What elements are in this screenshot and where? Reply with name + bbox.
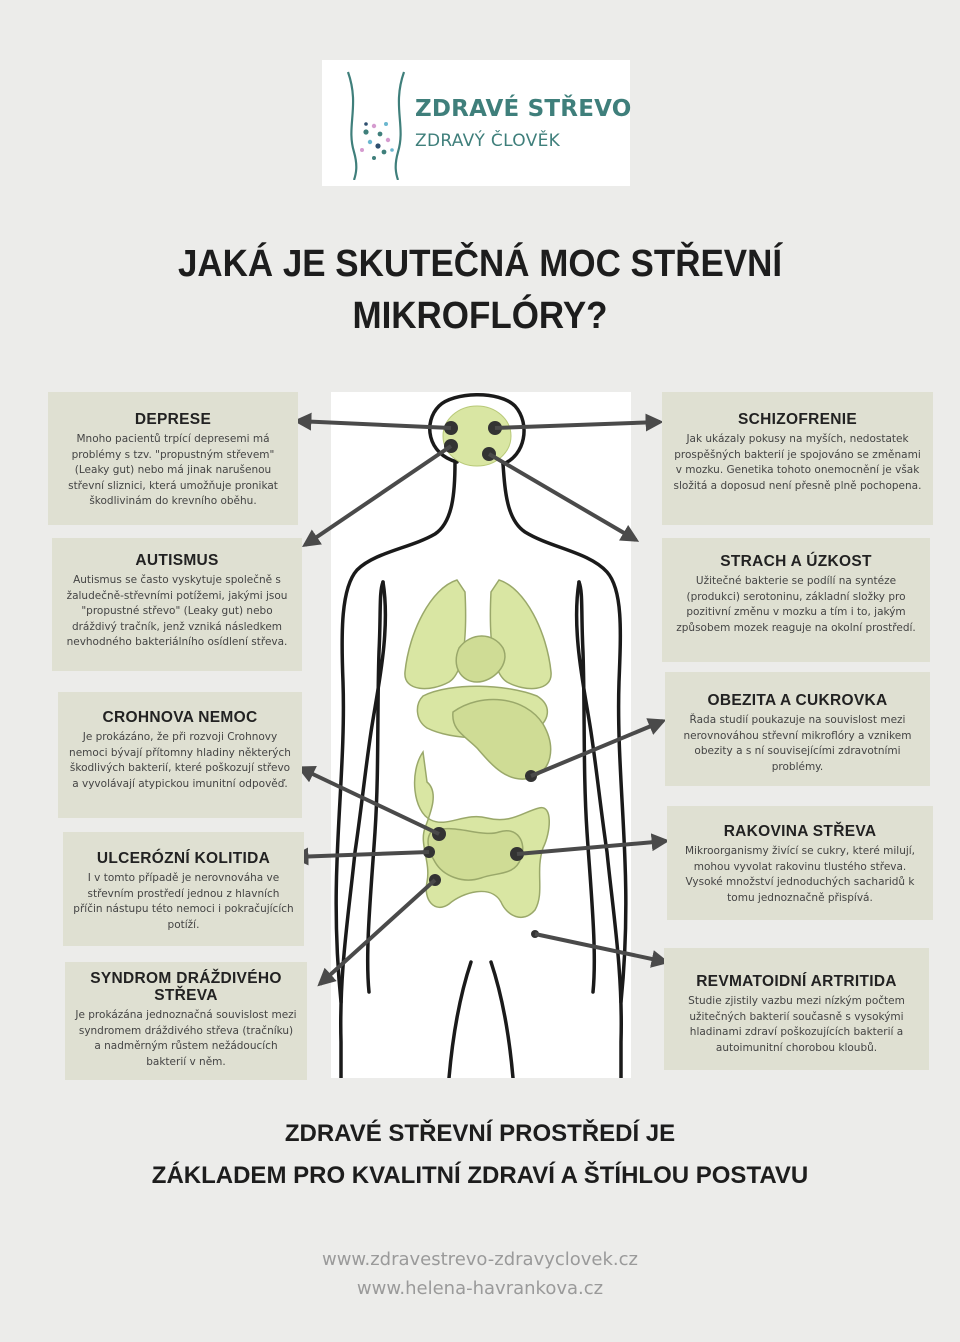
footer-url-1[interactable]: www.zdravestrevo-zdravyclovek.cz [321,1249,638,1270]
card-revma [664,948,929,1070]
card-obezita-text: Řada studií poukazuje na souvislost mezi nerovnováhou střevní mikroflóry a vznikem obezity a s ní souvisejícími zdravotními problémy. [683,714,912,773]
card-syndrom-text: Je prokázána jednoznačná souvislost mezi syndromem dráždivého střeva (tračníku) a nadměrným růstem nežádoucích bakterií v něm. [75,1009,297,1068]
card-crohn-title: CROHNOVA NEMOC [102,709,258,726]
card-strach-title: STRACH A ÚZKOST [720,553,872,570]
logo-title: ZDRAVÉ STŘEVO [415,96,632,122]
card-schizofrenie [662,392,933,525]
card-schizofrenie-text: Jak ukázaly pokusy na myších, nedostatek prospěšných bakterií je spojováno se změnami v mozku. Genetika tohoto onemocnění je však složitá a doposud není přesně plně pochopena. [673,433,922,492]
card-kolitida-text: I v tomto případě je nerovnováha ve střevním prostředí jednou z hlavních příčin nástupu této nemoci i pokračujících potíží. [73,872,294,931]
card-kolitida [63,832,304,946]
card-rakovina [667,806,933,920]
card-syndrom [65,962,307,1080]
card-obezita [665,672,930,786]
footer-line-1: ZDRAVÉ STŘEVNÍ PROSTŘEDÍ JE [284,1120,676,1147]
page-title [38,238,921,342]
card-schizofrenie-title: SCHIZOFRENIE [738,411,857,428]
card-revma-text: Studie zjistily vazbu mezi nízkým počtem užitečných bakterií současně s vysokými hladinami zdraví poškozujících bakterií a autoimunitní chorobou kloubů. [688,995,905,1054]
footer-url-2[interactable]: www.helena-havrankova.cz [356,1278,604,1299]
card-autismus [52,538,302,671]
card-rakovina-title: RAKOVINA STŘEVA [723,823,877,840]
card-kolitida-title: ULCERÓZNÍ KOLITIDA [96,850,271,867]
page-title-line-2: MIKROFLÓRY? [352,295,608,337]
logo [322,60,630,186]
torso-logo-icon [340,66,418,180]
card-syndrom-title: SYNDROM DRÁŽDIVÉHO STŘEVA [90,970,282,1004]
card-autismus-title: AUTISMUS [135,552,219,569]
human-body-icon [331,392,631,1078]
card-strach [662,538,930,662]
card-crohn-text: Je prokázáno, že při rozvoji Crohnovy nemoci bývají přítomny hladiny některých škodlivých bakterií, které poškozují střevo a vyvolávají atypickou imunitní odpověď. [69,731,291,790]
page-title-line-1: JAKÁ JE SKUTEČNÁ MOC STŘEVNÍ [177,243,783,285]
logo-subtitle: ZDRAVÝ ČLOVĚK [415,131,561,151]
card-revma-title: REVMATOIDNÍ ARTRITIDA [696,973,897,990]
card-crohn [58,692,302,818]
card-deprese-title: DEPRESE [134,411,212,428]
card-obezita-title: OBEZITA A CUKROVKA [707,692,888,709]
card-rakovina-text: Mikroorganismy živící se cukry, které milují, mohou vyvolat rakovinu tlustého střeva. Vysoké množství jednoduchých sacharidů k tomu jednoznačně přispívá. [684,845,916,904]
footer-line-2: ZÁKLADEM PRO KVALITNÍ ZDRAVÍ A ŠTÍHLOU POSTAVU [151,1162,809,1189]
card-strach-text: Užitečné bakterie se podílí na syntéze (produkci) serotoninu, základní složky pro pozitivní změnu v mozku a tím i to, jakým způsobem mozek reaguje na okolní prostředí. [676,575,916,634]
card-deprese [48,392,298,525]
card-autismus-text: Autismus se často vyskytuje společně s žaludečně-střevními potížemi, jakými jsou "propustné střevo" (Leaky gut) nebo dráždivý tračník, jenž vzniká následkem nevhodného bakteriálního osídlení střeva. [66,574,288,648]
body-illustration [331,392,631,1078]
card-deprese-text: Mnoho pacientů trpící depresemi má problémy s tzv. "propustným střevem" (Leaky gut) nebo má jinak narušenou střevní sliznici, která umožňuje pronikat škodlivinám do krevního oběhu. [68,433,278,507]
